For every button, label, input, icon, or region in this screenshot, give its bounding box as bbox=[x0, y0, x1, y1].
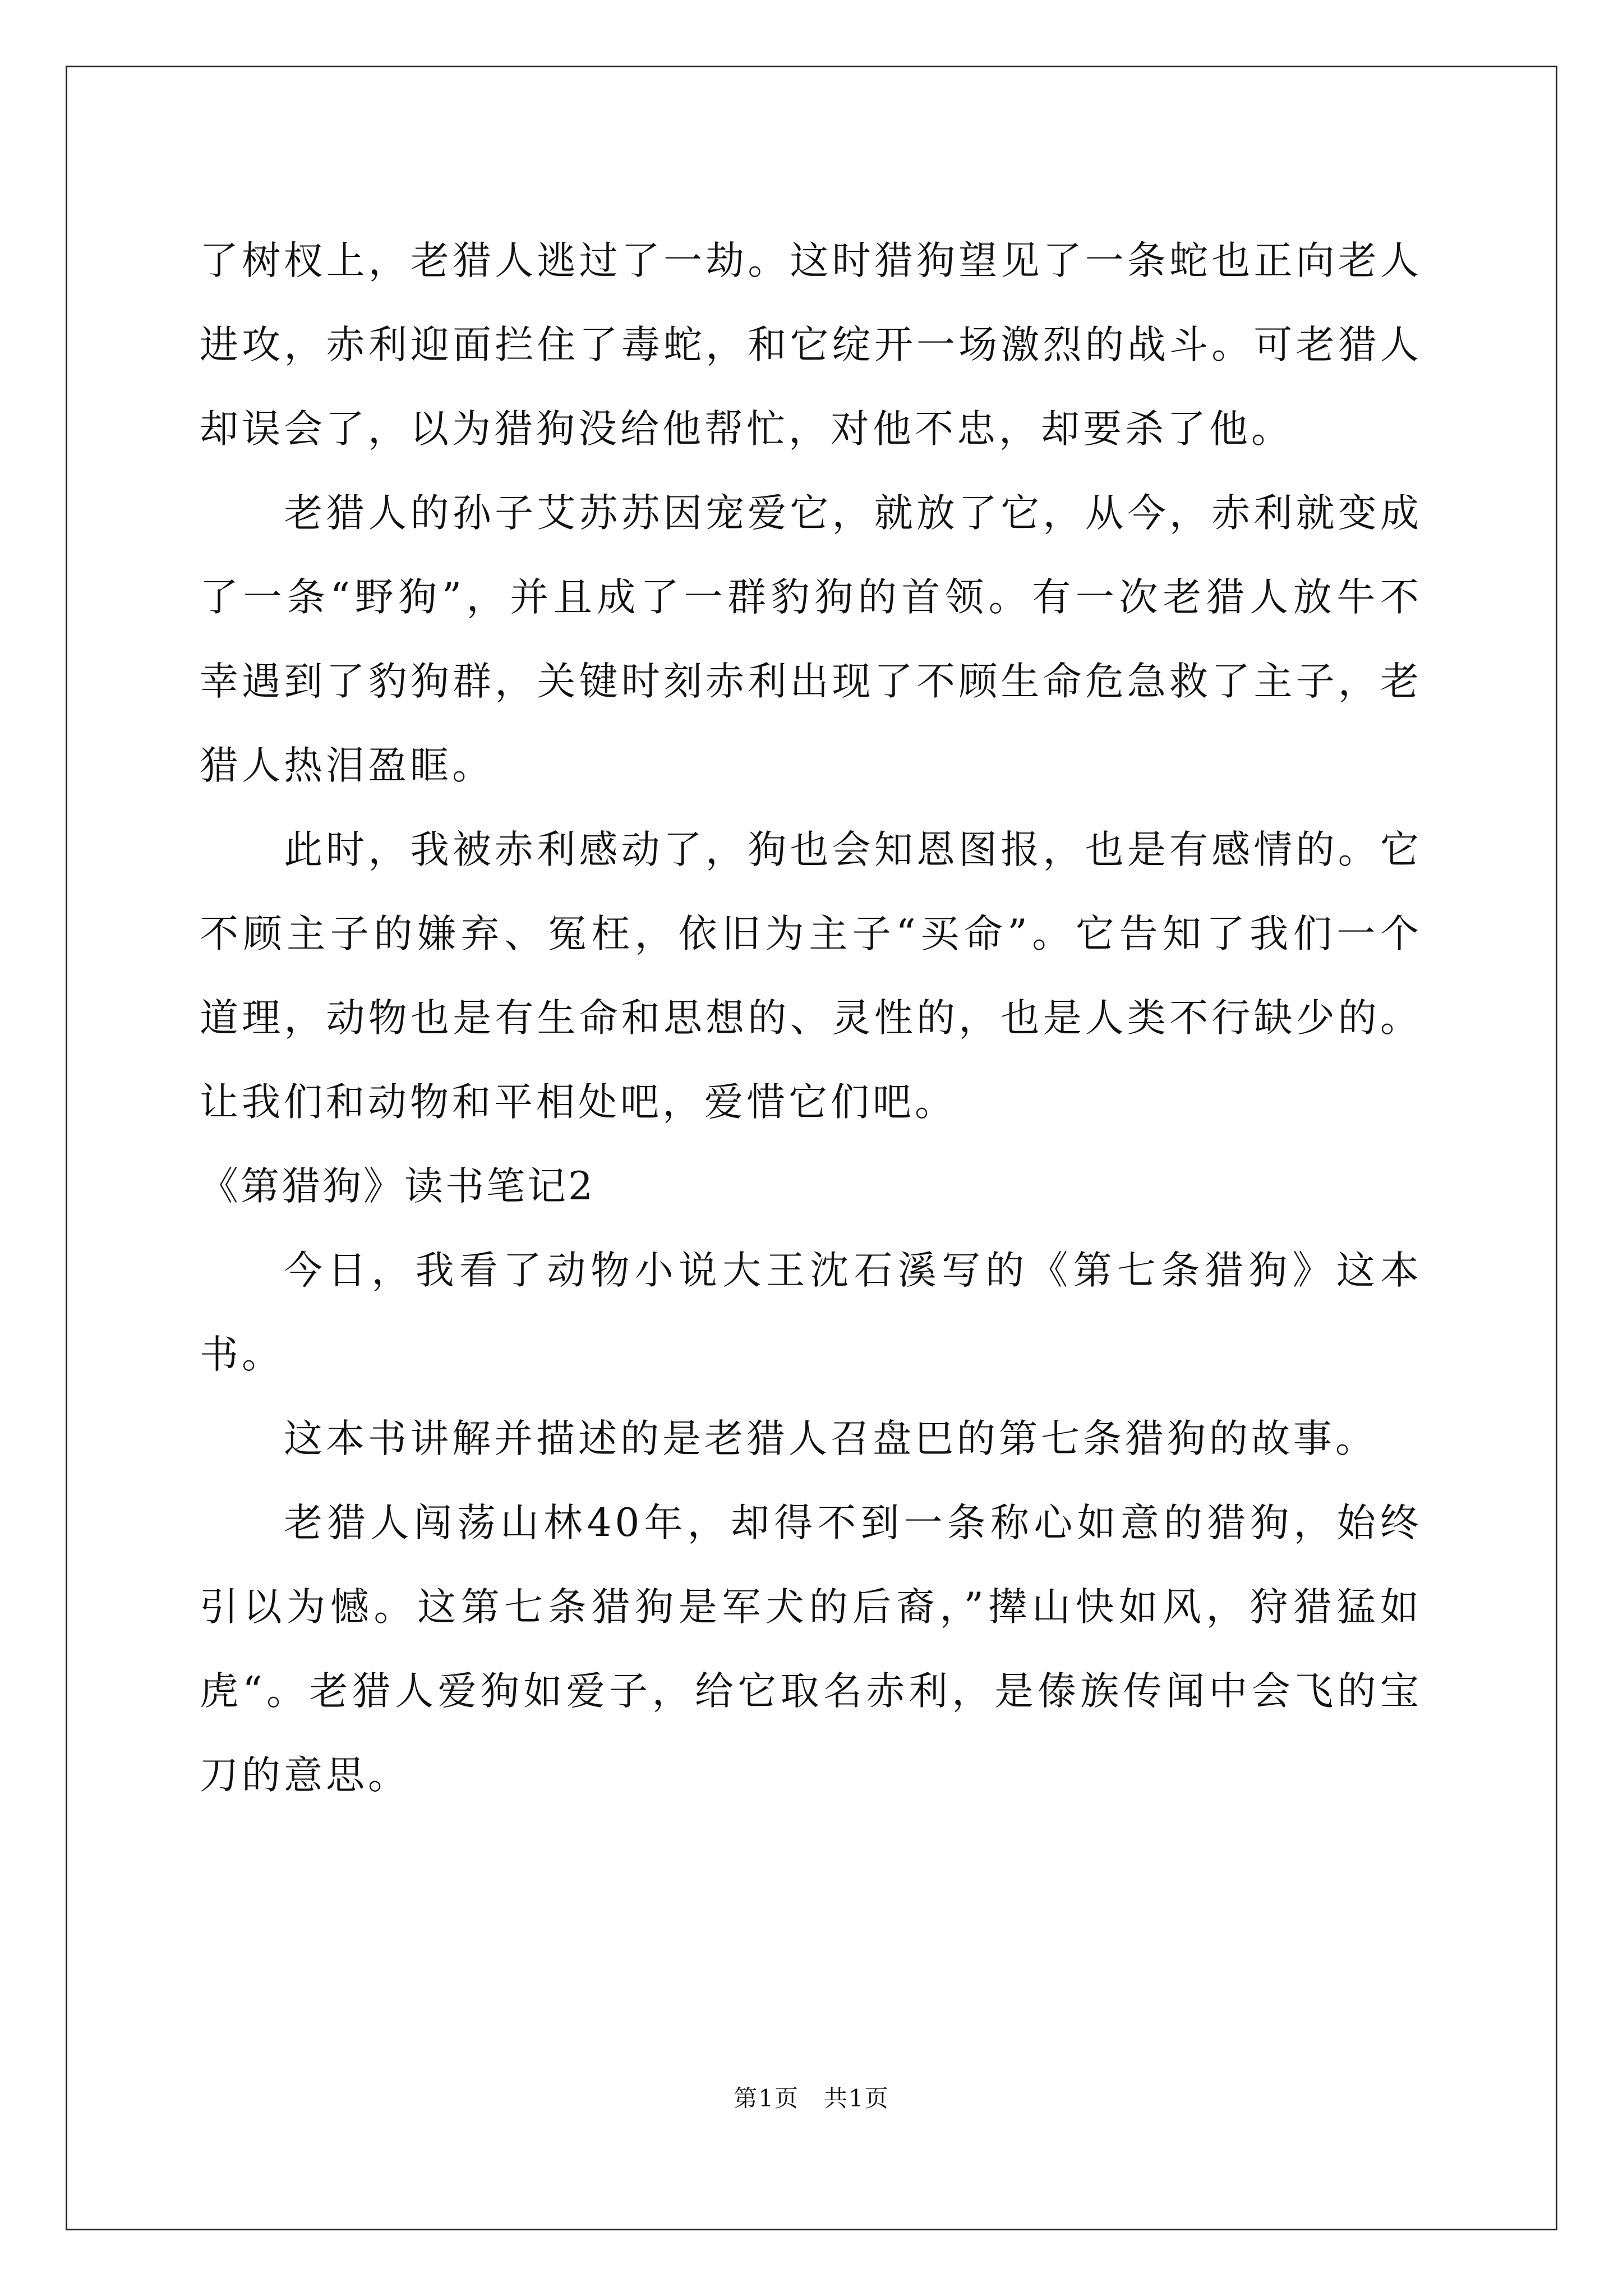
paragraph: 老猎人闯荡山林40年，却得不到一条称心如意的猎狗，始终引以为憾。这第七条猎狗是军犬的后裔，”撵山快如风，狩猎猛如虎“。老猎人爱狗如爱子，给它取名赤利，是傣族传闻中会飞的宝刀的意思。 bbox=[200, 1501, 1422, 1798]
paragraph: 此时，我被赤利感动了，狗也会知恩图报，也是有感情的。它不顾主子的嫌弃、冤枉，依旧为主子“买命”。它告知了我们一个道理，动物也是有生命和思想的、灵性的，也是人类不行缺少的。让我们和动物和平相处吧，爱惜它们吧。 bbox=[200, 827, 1422, 1125]
paragraph: 今日，我看了动物小说大王沈石溪写的《第七条猎狗》这本书。 bbox=[200, 1248, 1422, 1377]
document-body bbox=[200, 219, 1422, 1818]
paragraph-continuation: 了树杈上，老猎人逃过了一劫。这时猎狗望见了一条蛇也正向老人进攻，赤利迎面拦住了毒蛇，和它绽开一场激烈的战斗。可老猎人却误会了，以为猎狗没给他帮忙，对他不忠，却要杀了他。 bbox=[200, 238, 1422, 452]
section-heading: 《第猎狗》读书笔记2 bbox=[200, 1164, 595, 1209]
page-number-footer: 第1页 共1页 bbox=[734, 2085, 889, 2112]
paragraph: 这本书讲解并描述的是老猎人召盘巴的第七条猎狗的故事。 bbox=[284, 1416, 1377, 1461]
paragraph: 老猎人的孙子艾苏苏因宠爱它，就放了它，从今，赤利就变成了一条“野狗”，并且成了一群豹狗的首领。有一次老猎人放牛不幸遇到了豹狗群，关键时刻赤利出现了不顾生命危急救了主子，老猎人热泪盈眶。 bbox=[200, 491, 1422, 788]
